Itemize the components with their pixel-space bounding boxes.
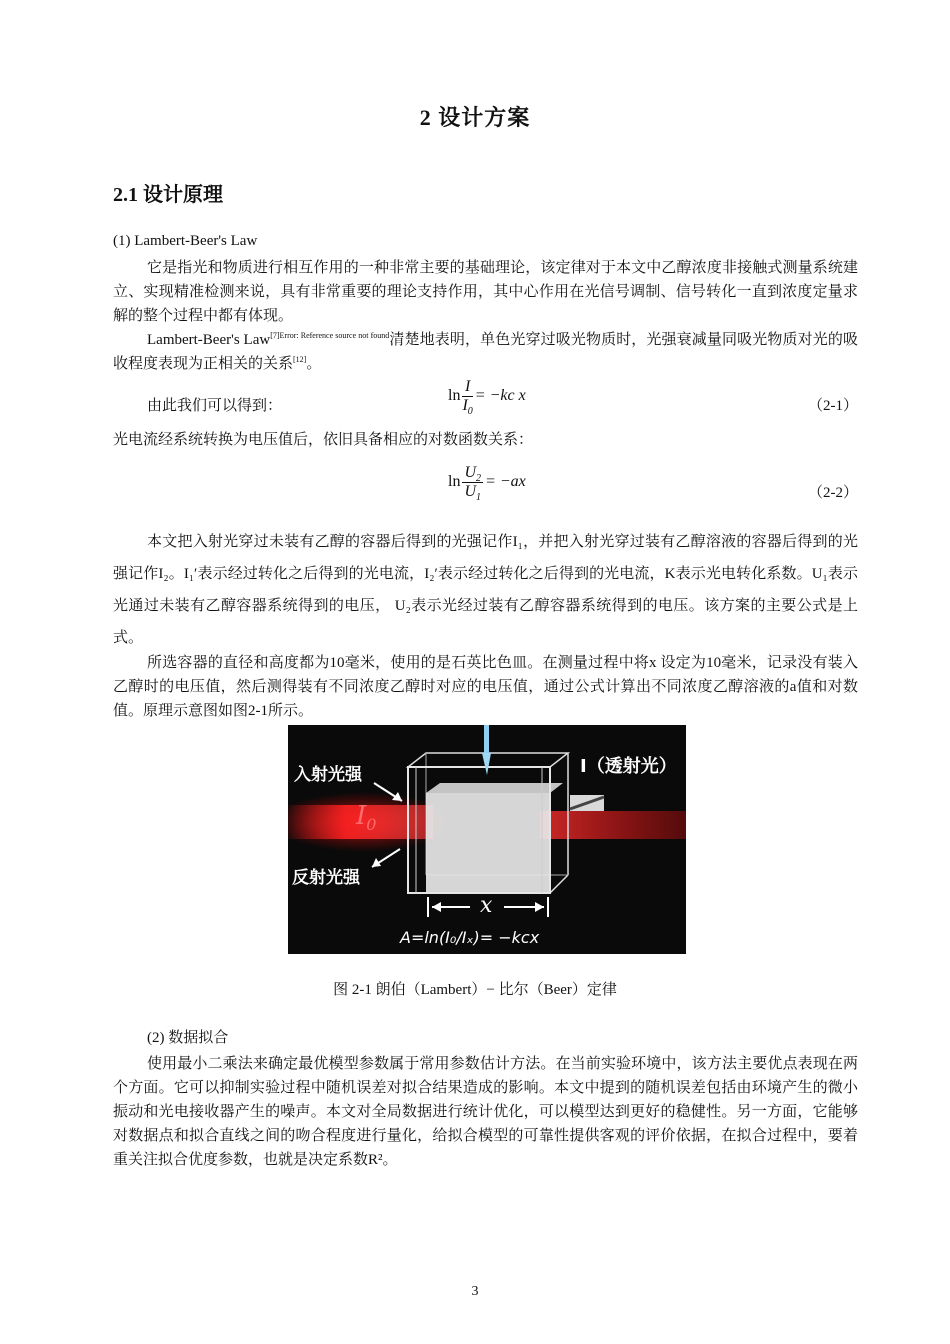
equation-1-number: （2-1） (808, 398, 858, 414)
section-title: 2.1 设计原理 (113, 184, 223, 206)
page-number: 3 (471, 1284, 479, 1299)
equation-2: ln $\frac{U_2}{U_1}$ = −ax (448, 464, 526, 504)
equation-1-rhs: = −kc x (474, 387, 526, 405)
incident-light-label: 入射光强 (294, 765, 362, 785)
reflected-light-label: 反射光强 (292, 868, 360, 888)
reference-12: [12] (293, 355, 307, 364)
x-dimension-label: x (480, 893, 493, 918)
equation-1: ln $\frac{I}{I_0}$ = −kc x (448, 378, 526, 418)
paragraph-2: Lambert-Beer's Law$^{[7]Error: Reference source not found}$清楚地表明，单色光穿过吸光物质时，光强衰减量同吸光物质对光的吸收程度表现为正相关的关系[12]。 (113, 331, 858, 372)
equation-2-number: （2-2） (808, 485, 858, 501)
absorbance-formula: A=ln(I₀/Iₓ)= −kcx (400, 928, 540, 947)
paragraph-4: 本文把入射光穿过未装有乙醇的容器后得到的光强记作I₁，并把入射光穿过装有乙醇溶液的容器后得到的光强记作I₂。I₁′表示经过转化之后得到的光电流，I₂′表示经过转化之后得到的光电流，K表示光电转化系数。U₁表示光通过未装有乙醇容器系统得到的电压， U₂表示光经过装有乙醇容器系统得到的电压。该方案的主要公式是上式。 (113, 534, 858, 646)
subsection-heading-1: (1) Lambert-Beer's Law (113, 233, 258, 249)
paragraph-6: 使用最小二乘法来确定最优模型参数属于常用参数估计方法。在当前实验环境中，该方法主要优点表现在两个方面。它可以抑制实验过程中随机误差对拟合结果造成的影响。本文中提到的随机误差包括由环境产生的微小振动和光电接收器产生的噪声。本文对全局数据进行统计优化，可以模型达到更好的稳健性。另一方面，它能够对数据点和拟合直线之间的吻合程度进行量化，给拟合模型的可靠性提供客观的评价依据，在拟合过程中，要着重关注拟合优度参数，也就是决定系数R²。 (113, 1056, 858, 1168)
lambert-beer-figure (288, 725, 686, 954)
subsection-heading-2: (2) 数据拟合 (147, 1030, 229, 1046)
paragraph-3: 光电流经系统转换为电压值后，依旧具备相应的对数函数关系： (113, 432, 534, 448)
transmitted-beam (540, 811, 686, 839)
chapter-title: 2 设计方案 (419, 105, 531, 130)
figure-caption: 图 2-1 朗伯（Lambert）− 比尔（Beer）定律 (333, 982, 617, 998)
law-name: Lambert-Beer's Law (147, 332, 271, 348)
i0-label: $I_0$ (356, 801, 377, 835)
liquid-sample (426, 793, 550, 893)
reference-error: [7]Error: Reference source not found (270, 331, 390, 340)
transmitted-light-label: I（透射光） (580, 756, 677, 777)
paragraph-1: 它是指光和物质进行相互作用的一种非常主要的基础理论，该定律对于本文中乙醇浓度非接触式测量系统建立、实现精准检测来说，具有非常重要的理论支持作用，其中心作用在光信号调制、信号转化一直到浓度定量求解的整个过程中都有体现。 (113, 260, 858, 324)
pipette (484, 725, 489, 755)
paragraph-5: 所选容器的直径和高度都为10毫米，使用的是石英比色皿。在测量过程中将x 设定为10毫米，记录没有装入乙醇时的电压值，然后测得装有不同浓度乙醇时对应的电压值，通过公式计算出不同浓度乙醇溶液的a值和对数值。原理示意图如图2-1所示。 (113, 655, 858, 719)
equation-2-rhs: = −ax (485, 473, 526, 491)
equation-1-lead: 由此我们可以得到： (147, 398, 283, 414)
paragraph-2-text: 清楚地表明，单色光穿过吸光物质时，光强衰减量同吸光物质对光的吸收程度表现为正相关的关系 (113, 332, 858, 372)
